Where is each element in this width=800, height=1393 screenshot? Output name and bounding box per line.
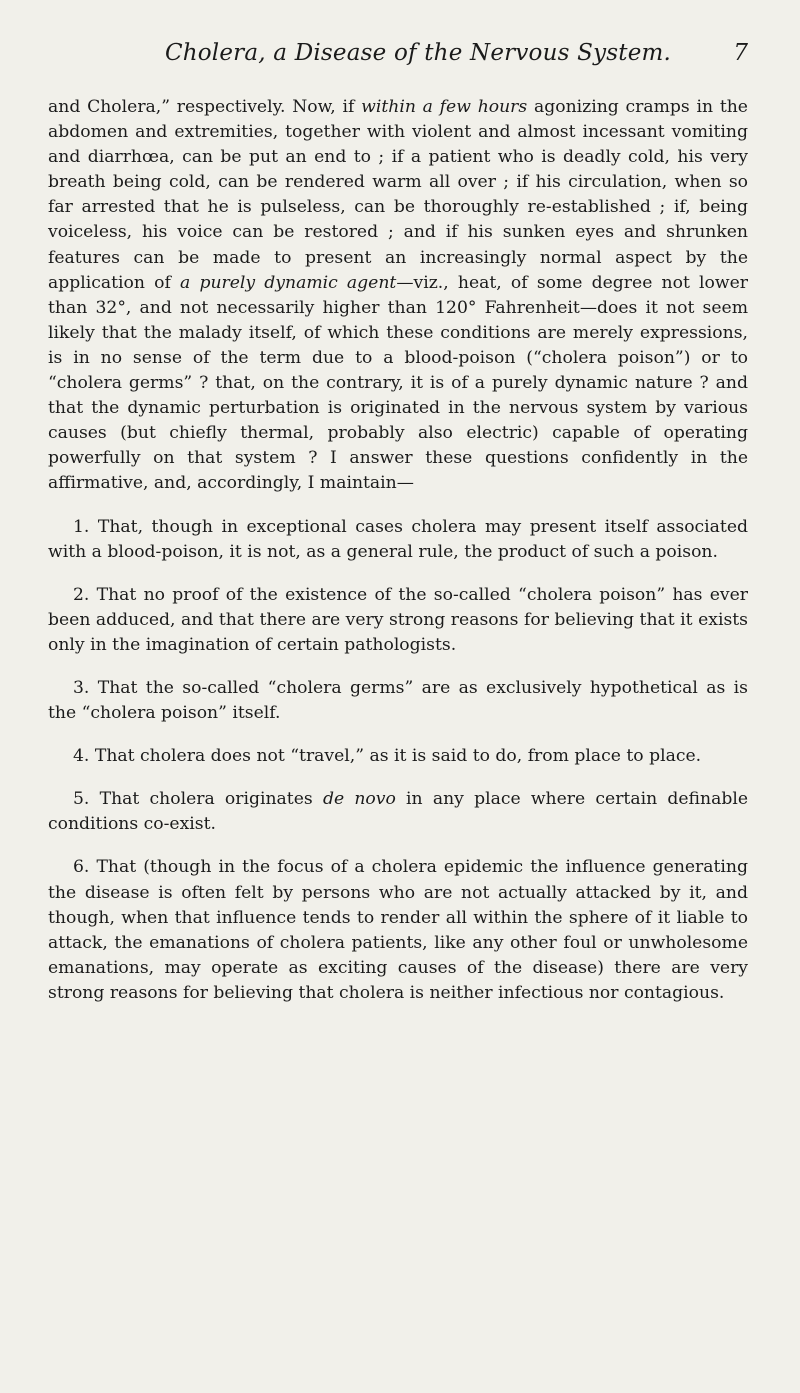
numbered-point-6: 6. That (though in the focus of a cholera epidemic the influence generating the disease is often felt by persons who are not actually attacked by it, and though, when that influence tends to render all within the sphere of it liable to attack, the emanations of cholera patients, like any other foul or unwholesome emanations, may operate as exciting causes of the disease) there are very strong reasons for believing that cholera is neither infectious nor contagious. bbox=[48, 857, 748, 1003]
numbered-point-1: 1. That, though in exceptional cases cholera may present itself associated with a blood-poison, it is not, as a general rule, the product of such a poison. bbox=[48, 516, 748, 562]
running-head bbox=[48, 40, 748, 72]
running-title: Cholera, a Disease of the Nervous System. bbox=[164, 40, 672, 66]
page-number: 7 bbox=[733, 40, 748, 66]
intro-emphasis-2: a purely dynamic agent bbox=[180, 272, 397, 293]
intro-emphasis-1: within a few hours bbox=[361, 97, 528, 117]
intro-text-2: agonizing cramps in the abdomen and extremities, together with violent and almost incessant vomiting and diarrhœa, can be put an end to ; if a patient who is deadly cold, his very breath being cold, can be rendered warm all over ; if his circulation, when so far arrested that he is pulseless, can be thoroughly re-established ; if, being voiceless, his voice can be restored ; and if his sunken eyes and shrunken features can be made to present an increasingly normal aspect by the application of bbox=[48, 97, 748, 293]
intro-paragraph bbox=[48, 95, 748, 497]
body-text bbox=[48, 95, 748, 1006]
intro-text-3: —viz., heat, of some degree not lower than 32°, and not necessarily higher than 120° Fahrenheit—does it not seem likely that the malady itself, of which these conditions are merely expressions, is in no sense of the term due to a blood-poison (“cholera poison”) or to “cholera germs” ? that, on the contrary, it is of a purely dynamic nature ? and that the dynamic perturbation is originated in the nervous system by various causes (but chiefly thermal, probably also electric) capable of operating powerfully on that system ? I answer these questions confidently in the affirmative, and, accordingly, I maintain— bbox=[48, 272, 748, 494]
intro-text-1: and Cholera,” respectively. Now, if bbox=[48, 97, 362, 117]
numbered-point-5 bbox=[48, 787, 748, 837]
numbered-point-3: 3. That the so-called “cholera germs” are as exclusively hypothetical as is the “cholera poison” itself. bbox=[48, 677, 748, 724]
numbered-point-4: 4. That cholera does not “travel,” as it is said to do, from place to place. bbox=[73, 746, 702, 767]
point-5-text-2: in any place where certain definable conditions co-exist. bbox=[48, 789, 748, 835]
point-5-text-1: 5. That cholera originates bbox=[73, 789, 323, 810]
numbered-point-2: 2. That no proof of the existence of the so-called “cholera poison” has ever been adduced, and that there are very strong reasons for believing that it exists only in the imagination of certain pathologists. bbox=[48, 584, 748, 655]
point-5-emphasis: de novo bbox=[322, 789, 396, 810]
